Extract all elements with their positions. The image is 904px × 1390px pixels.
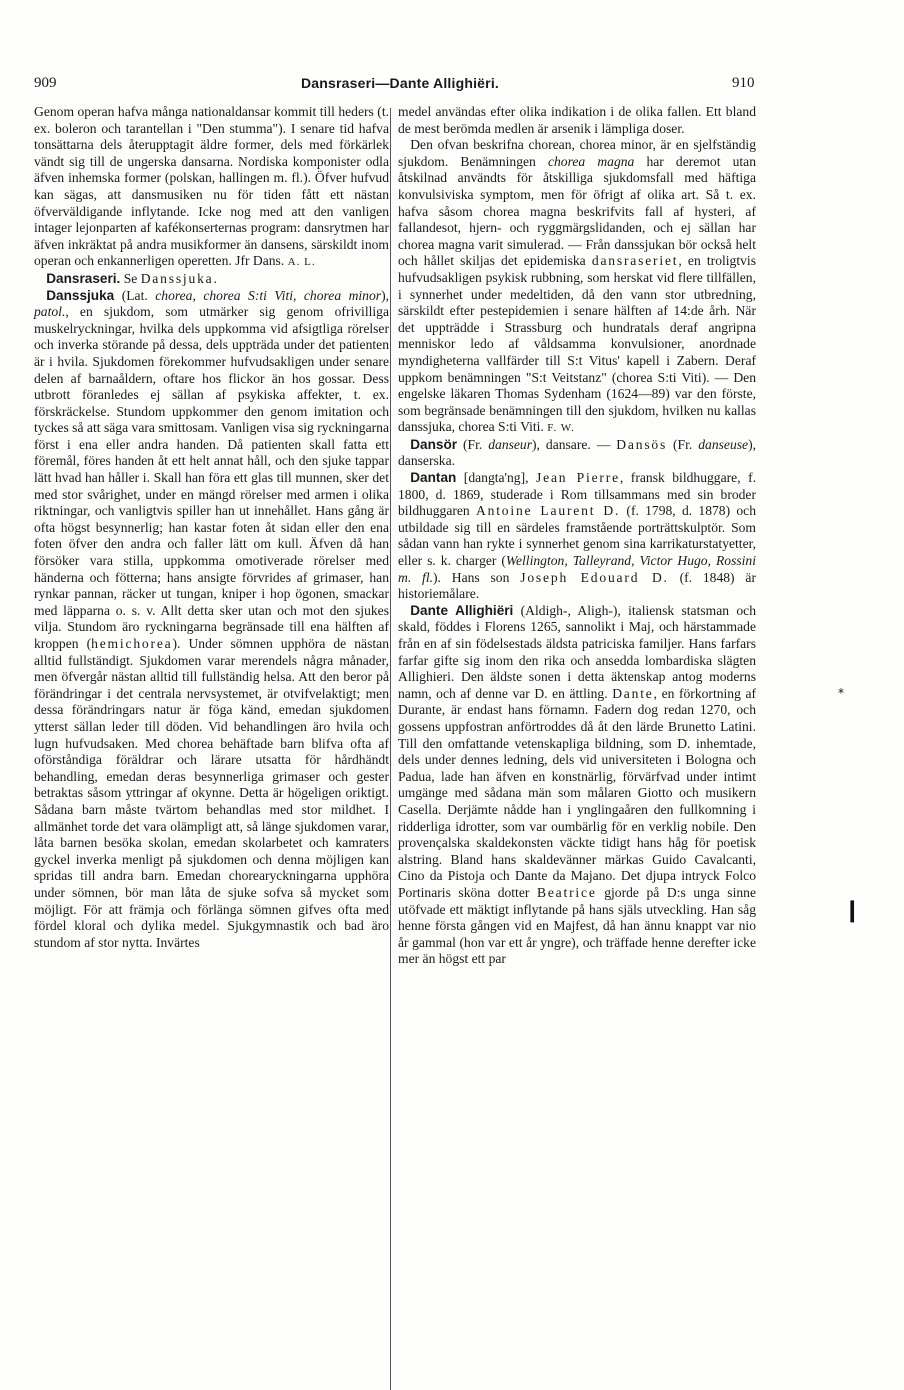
- running-title: Dansraseri—Dante Allighiëri.: [300, 75, 500, 91]
- paragraph-continuation: medel användas efter olika indikation i de olika fallen. Ett bland de mest berömda medlen är arsenik i lämpliga doser.: [398, 104, 756, 136]
- subject-label: patol.: [34, 304, 66, 320]
- headword: Dansraseri.: [46, 270, 121, 286]
- entry-text: ), dansare. —: [532, 436, 617, 452]
- entry-text: gjorde på D:s unga sinne utöfvade ett mäktigt inflytande på hans själs utveckling. Han såg henne första gången vid en Majfest, då han ännu knappt var nio år gammal (hon var ett år yngre), och träffade henne derefter icke mer än högst ett par: [398, 884, 756, 967]
- entry-text: Se: [120, 270, 141, 286]
- column-divider: [390, 108, 391, 1390]
- page-number-left: 909: [34, 75, 57, 91]
- entry-text: ). Under sömnen upphöra de nästan alltid fullständigt. Sjukdomen varar merendels några månader, men öfvergår nästan alltid till fullständig helsa. Att den beror på förändringar i det centrala nervsystemet, är otvifvelaktigt; men dessa förändringars natur är föga känd, emedan sjukdomen ytterst sällan leder till döden. Vid behandlingen äro hvila och lugn hufvudsaken. Med chorea behäftade barn blifva ofta af oförståndiga föräldrar och lärare utsatta för hårdhändt behandling, emedan deras besynnerliga grimaser och gester betraktas såsom yttringar af okynne. Detta är högeligen oriktigt. Sådana barn måste tvärtom behandlas med stor mildhet. I allmänhet torde det vara olämpligt att, så länge sjukdomen varar, låta barnen besöka skolan, emedan skolarbetet och kamraters gyckel inverka menligt på sjukdomen och denna möjligen kan spridas till andra barn. Emedan chorearyckningarna upphöra under sömnen, bör man låta de sjuke sofva så mycket som möjligt. För att främja och förlänga sömnen gifves ofta med fördel kloral och dylika medel. Sjukgymnastik och bad äro stundom af stor nytta. Invärtes: [34, 636, 389, 950]
- entry-text: har deremot utan åtskilnad användts för åtskilliga sjukdomsfall med häftiga konvulsiviska symptom, men för öfrigt af olika art. Så t. ex. hafva såsom chorea magna beskrifvits fall af hysteri, af fallandesot, hjern- och ryggmärgslidanden, och ej sällan har chorea magna varit simulerad. — Från danssjukan bör också helt och hållet skiljas det epidemiska: [398, 153, 756, 269]
- entry-text: (Fr.: [667, 436, 699, 452]
- headword: Danssjuka: [46, 287, 115, 303]
- paragraph-text: Genom operan hafva många nationaldansar kommit till heders (t. ex. boleron och tarantellan i "Den stumma"). I senare tid hafva tonsättarna dels återupptagit äldre former, dels med förkärlek vändt sig till de ungerska dansarna. Nordiska komponister odla äfven inhemska former (polskan, hallingen m. fl.). Öfver hufvud kan sägas, att dansmusiken nu för tiden fått ett nästan öfverväldigande inflytande. Icke nog med att den vanligen intager lejonparten af kafékonserternas program: dansrytmen har äfven inkräktat på andra musikformer än dansens, särskildt inom operan och enkannerligen operetten. Jfr Dans.: [34, 104, 389, 269]
- spaced-name: Antoine Laurent D.: [475, 503, 621, 519]
- page-header: [0, 75, 904, 95]
- entry-dansor: [398, 437, 756, 470]
- headword: Dantan: [410, 470, 457, 486]
- left-column: [34, 104, 389, 951]
- entry-text: ). Hans son: [433, 569, 521, 585]
- entry-text: ), danserska.: [398, 436, 757, 469]
- italic-term: Wellington, Talleyrand, Victor Hugo, Rossini m. fl.: [398, 553, 756, 585]
- entry-text: , fransk bildhuggare, f. 1800, d. 1869, studerade i Rom tillsammans med sin broder bildhuggaren: [398, 470, 756, 519]
- entry-dante: [398, 603, 756, 968]
- headword: Dante Allighiëri: [410, 602, 514, 618]
- entry-text: , en troligtvis hufvudsakligen psykisk rubbning, som herskat vid flere tillfällen, i synnerhet under medeltiden, då den vann stor utbredning, särskildt efter pestepidemien i senare hälften af 14:de årh. När det uppträdde i Strassburg och hundratals deraf angripna menniskor ledo af våldsamma konvulsioner, anordnade myndigheterna vallfärder till S:t Vitus' kapell i Zabern. Deraf uppkom benämningen "S:t Veitstanz" (chorea S:ti Viti). — Den engelske läkaren Thomas Sydenham (1624—89) var den förste, som begränsade benämningen till den sjukdom, hvilken nu kallas danssjuka, chorea S:ti Viti.: [398, 253, 756, 435]
- entry-text: (Aldigh-, Aligh-), italiensk statsman och skald, föddes i Florens 1265, sannolikt i Maj, och härstammade från en af sin födelsestads äldsta patriciska familjer. Hans farfars farfar gifte sig inom den rika och ansedda lombardiska slägten Allighieri. Den äldste sonen i detta äktenskap antog moderns namn, och af denne var D. en ättling.: [398, 602, 756, 701]
- entry-dansraseri: [34, 271, 389, 288]
- entry-dantan: [398, 470, 756, 603]
- entry-text: [dangta'ng],: [456, 470, 537, 486]
- cross-reference: Danssjuka.: [140, 270, 219, 286]
- spaced-name: Jean Pierre: [536, 470, 620, 486]
- paragraph-chorea: [398, 137, 756, 437]
- spaced-term: hemichorea: [91, 636, 173, 651]
- italic-term: danseur: [488, 436, 533, 452]
- headword: Dansör: [410, 436, 458, 452]
- entry-danssjuka: [34, 288, 389, 952]
- entry-text: Den ofvan beskrifna chorean, chorea minor, är en sjelfständig sjukdom. Benämningen: [398, 137, 756, 169]
- page-number-right: 910: [732, 75, 755, 91]
- spaced-name: Joseph Edouard D.: [520, 569, 669, 585]
- entry-text: , en förkortning af Durante, är endast hans förnamn. Fadern dog redan 1270, och gossens uppfostran anförtroddes då åt den lärde Brunetto Latini. Till den omfattande vetenskapliga bildning, som D. inhemtade, dels under dennes ledning, dels vid universiteten i Bologna och Padua, lade han äfven en konstnärlig, förvärfvad under intimt umgänge med sådana män som målaren Giotto och musikern Casella. Derjämte nådde han i ynglingaåren den fullkomning i ridderliga idrotter, som var oumbärlig för en verklig nobile. Den provençalska skaldekonsten väckte tidigt hans håg för poetisk alstring. Bland hans skaldevänner märkas Guido Cavalcanti, Cino da Pistoja och Dante da Majano. Det djupa intryck Folco Portinaris sköna dotter: [398, 685, 757, 900]
- right-column: [398, 104, 756, 968]
- latin-term: chorea, chorea S:ti Viti, chorea minor: [155, 287, 382, 303]
- italic-term: chorea magna: [547, 153, 635, 169]
- entry-text: , en sjukdom, som utmärker sig genom ofrivilliga muskelryckningar, hvilka dels uppkomma vid afsigtliga rörelser och inverka störande på dessa, dels uppträda under det patienten är i hvila. Sjukdomen förekommer hufvudsakligen under senare delen af barnaåldern, oftare hos flickor än hos gossar. Dess utbrott föranledes ej sällan af psykiska affekter, t. ex. förskräckelse. Stundom uppkommer den genom imitation och tyckes så att säga vara smittosam. Vanligen visa sig ryckningarna först i ena eller andra handen. Då patienten skall fatta ett föremål, föres handen åt ett helt annat håll, och den sjuke tappar lätt hvad han håller i. Skall han föra ett glas till munnen, sker det med stor svårighet, under en mängd rörelser med armen i olika riktningar, och vanligtvis spiller han ut innehållet. Hans gång är ofta högst besynnerlig; han kastar foten åt sidan eller den ena foten öfver den andra och faller lätt om kull. Äfven då han försöker vara stilla, uppkomma omotiverade rörelser med händerna och fötterna; hans ansigte förvrides af grimaser, han rynkar pannan, räcker ut tungan, kniper i hop ögonen, smackar med läpparna o. s. v. Allt detta sker utan och mot den sjukes vilja. Stundom äro ryckningarna begränsade till ena hälften af kroppen (: [34, 304, 389, 651]
- entry-text: (f. 1798, d. 1878) och utbildade sig till en särdeles framstående porträttskulptör. Som sådan vann han rykte i synnerhet genom sina karrikaturstatyetter, eller s. k. charger (: [398, 503, 756, 569]
- entry-text: (Fr.: [457, 436, 489, 452]
- italic-term: danseuse: [698, 436, 749, 452]
- spaced-name: Dante: [612, 685, 654, 701]
- spaced-term: Dansös: [616, 436, 668, 452]
- entry-text: ),: [381, 287, 390, 303]
- entry-text: (f. 1848) är historiemålare.: [398, 569, 756, 602]
- margin-mark-asterisk: *: [838, 686, 844, 700]
- entry-text: (Lat.: [114, 287, 156, 303]
- margin-mark-bar: ❙: [843, 898, 862, 923]
- spaced-name: Beatrice: [536, 884, 597, 900]
- spaced-term: dansraseriet: [591, 253, 679, 269]
- signature: A. L.: [287, 256, 316, 269]
- paragraph-dansmusik: [34, 104, 389, 271]
- signature: F. W.: [547, 422, 575, 435]
